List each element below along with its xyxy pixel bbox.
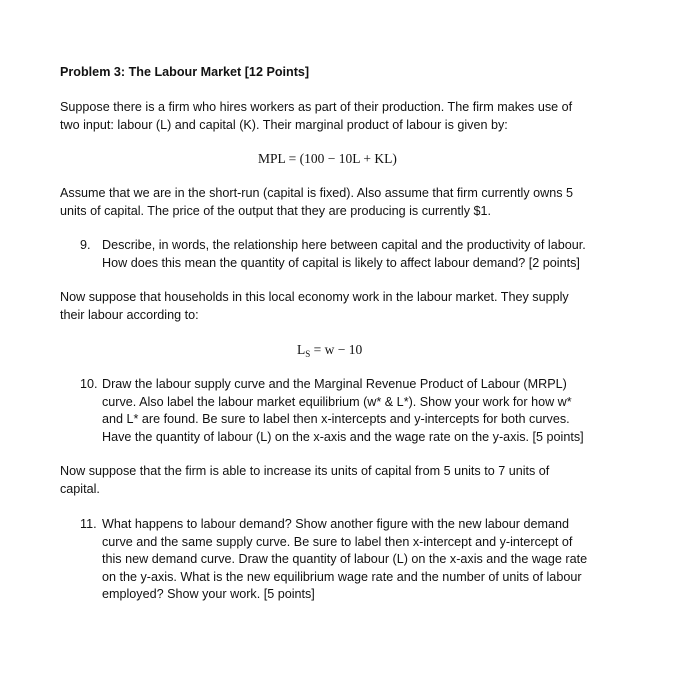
intro-paragraph [60,99,620,134]
question-10-line-2: curve. Also label the labour market equilibrium (w* & L*). Show your work for how w* [102,394,572,409]
question-10-number: 10. [80,377,98,391]
capital-change-paragraph [60,463,620,498]
question-11-line-4: on the y-axis. What is the new equilibrium wage rate and the number of units of labour [102,569,582,584]
question-9-number: 9. [80,238,91,252]
labour-supply-lhs: L [297,342,306,357]
question-9-text [102,237,625,272]
mpl-equation: MPL = (100 − 10L + KL) [258,151,397,166]
households-paragraph [60,289,620,324]
question-11-number: 11. [80,517,97,531]
question-11-text [102,516,625,604]
question-10-text [102,376,625,446]
question-11-line-3: this new demand curve. Draw the quantity of labour (L) on the x-axis and the wage rate [102,552,588,566]
question-11-line-1: What happens to labour demand? Show another figure with the new labour demand [102,517,569,531]
intro-line-2: two input: labour (L) and capital (K). Their marginal product of labour is given by: [60,117,508,132]
households-line-1: Now suppose that households in this local economy work in the labour market. They supply [60,290,569,304]
labour-supply-rhs: = w − 10 [310,342,363,357]
assumption-paragraph [60,185,620,220]
assumption-line-1: Assume that we are in the short-run (capital is fixed). Also assume that firm currently owns 5 [60,186,574,200]
question-11-line-2: curve and the same supply curve. Be sure to label then x-intercept and y-intercept of [102,534,573,549]
labour-supply-equation [297,341,362,364]
problem-title: Problem 3: The Labour Market [12 Points] [60,65,310,79]
capital-change-line-2: capital. [60,481,100,496]
question-9-line-1: Describe, in words, the relationship here between capital and the productivity of labour. [102,238,586,252]
question-10-line-4: Have the quantity of labour (L) on the x-axis and the wage rate on the y-axis. [5 points] [102,429,584,444]
households-line-2: their labour according to: [60,307,199,322]
question-11-line-5: employed? Show your work. [5 points] [102,587,315,601]
question-10-line-1: Draw the labour supply curve and the Marginal Revenue Product of Labour (MRPL) [102,377,567,391]
labour-supply-subscript: S [305,349,311,359]
capital-change-line-1: Now suppose that the firm is able to increase its units of capital from 5 units to 7 units of [60,464,550,478]
assumption-line-2: units of capital. The price of the output that they are producing is currently $1. [60,203,492,218]
question-9-line-2: How does this mean the quantity of capital is likely to affect labour demand? [2 points] [102,255,580,270]
intro-line-1: Suppose there is a firm who hires workers as part of their production. The firm makes use of [60,100,573,114]
question-10-line-3: and L* are found. Be sure to label then x-intercepts and y-intercepts for both curves. [102,412,570,426]
